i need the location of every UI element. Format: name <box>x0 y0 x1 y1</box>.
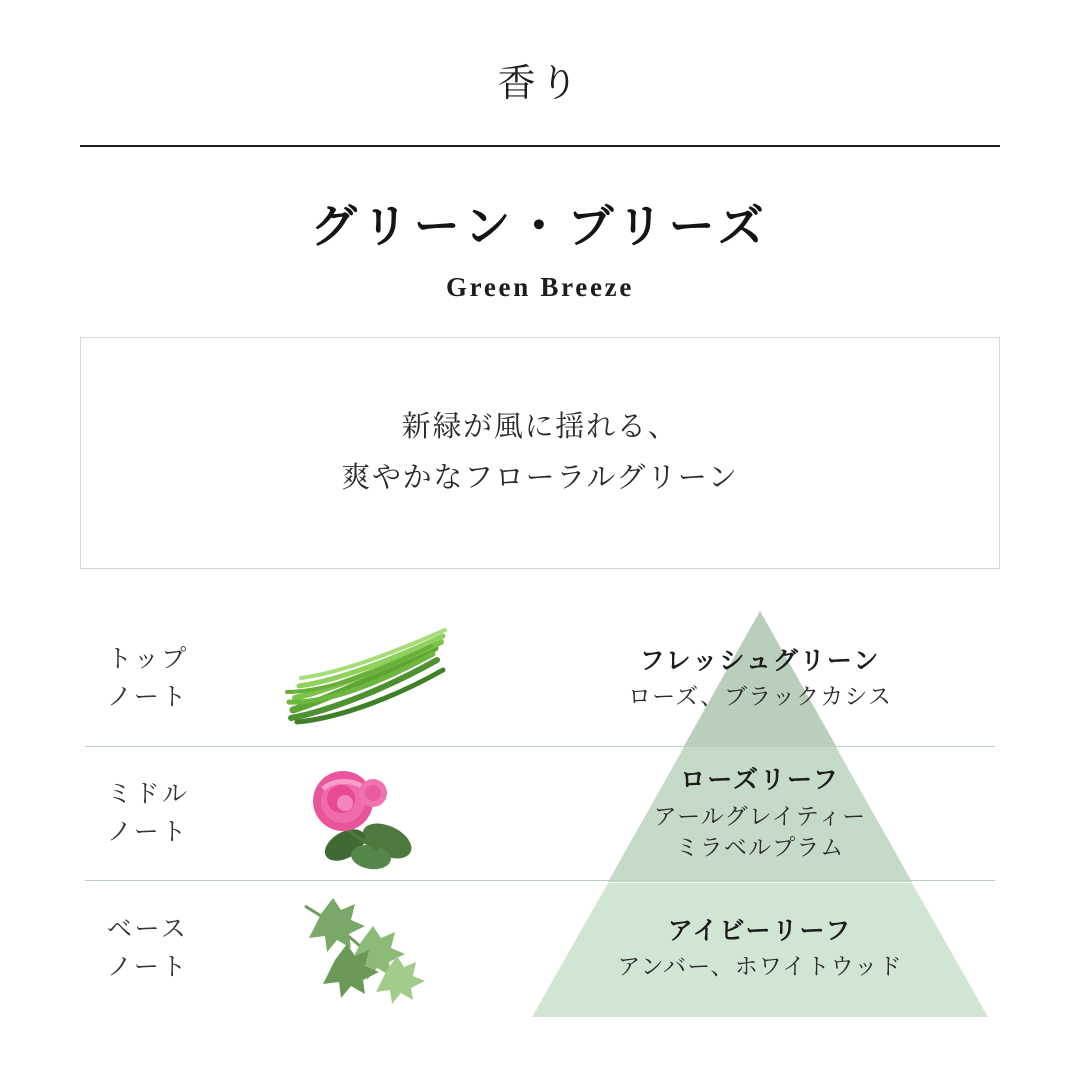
note-sub-line-1: アールグレイティー <box>653 802 867 829</box>
description-text <box>341 402 739 504</box>
note-sub-line-1: アンバー、ホワイトウッド <box>617 953 903 980</box>
note-text-base <box>485 915 995 983</box>
ivy-leaf-icon <box>275 884 485 1014</box>
note-main-middle: ローズリーフ <box>680 766 840 795</box>
note-text-middle <box>485 764 995 863</box>
note-row-top <box>85 611 995 746</box>
note-sub-top <box>525 681 995 712</box>
product-name-en: Green Breeze <box>445 272 635 303</box>
note-label-top <box>85 641 275 716</box>
note-label-line-2: ノート <box>107 817 189 846</box>
note-main-base: アイビーリーフ <box>667 916 853 945</box>
grass-blades-icon <box>275 614 485 744</box>
scent-notes-rows <box>0 611 1080 1017</box>
note-sub-line-1: ローズ、ブラックカシス <box>627 683 893 710</box>
note-label-line-2: ノート <box>107 682 189 711</box>
note-label-base <box>85 911 275 986</box>
note-main-top: フレッシュグリーン <box>639 646 881 675</box>
note-label-line-2: ノート <box>107 952 189 981</box>
description-box <box>80 337 1000 569</box>
note-row-base <box>85 881 995 1016</box>
description-line-2: 爽やかなフローラルグリーン <box>341 462 739 495</box>
note-sub-line-2: ミラベルプラム <box>675 833 845 860</box>
scent-notes-section <box>0 611 1080 1031</box>
note-sub-middle <box>525 801 995 863</box>
product-name-block <box>0 199 1080 303</box>
pink-rose-icon <box>275 749 485 879</box>
description-line-1: 新緑が風に揺れる、 <box>401 411 679 444</box>
page-title: 香り <box>497 63 583 105</box>
note-label-line-1: ミドル <box>107 780 190 809</box>
note-label-line-1: トップ <box>107 645 189 674</box>
note-sub-base <box>525 951 995 982</box>
note-text-top <box>485 645 995 713</box>
product-name-jp: グリーン・ブリーズ <box>310 200 770 252</box>
header-divider <box>80 145 1000 147</box>
note-label-line-1: ベース <box>107 915 189 944</box>
note-label-middle <box>85 776 275 851</box>
note-row-middle <box>85 746 995 881</box>
